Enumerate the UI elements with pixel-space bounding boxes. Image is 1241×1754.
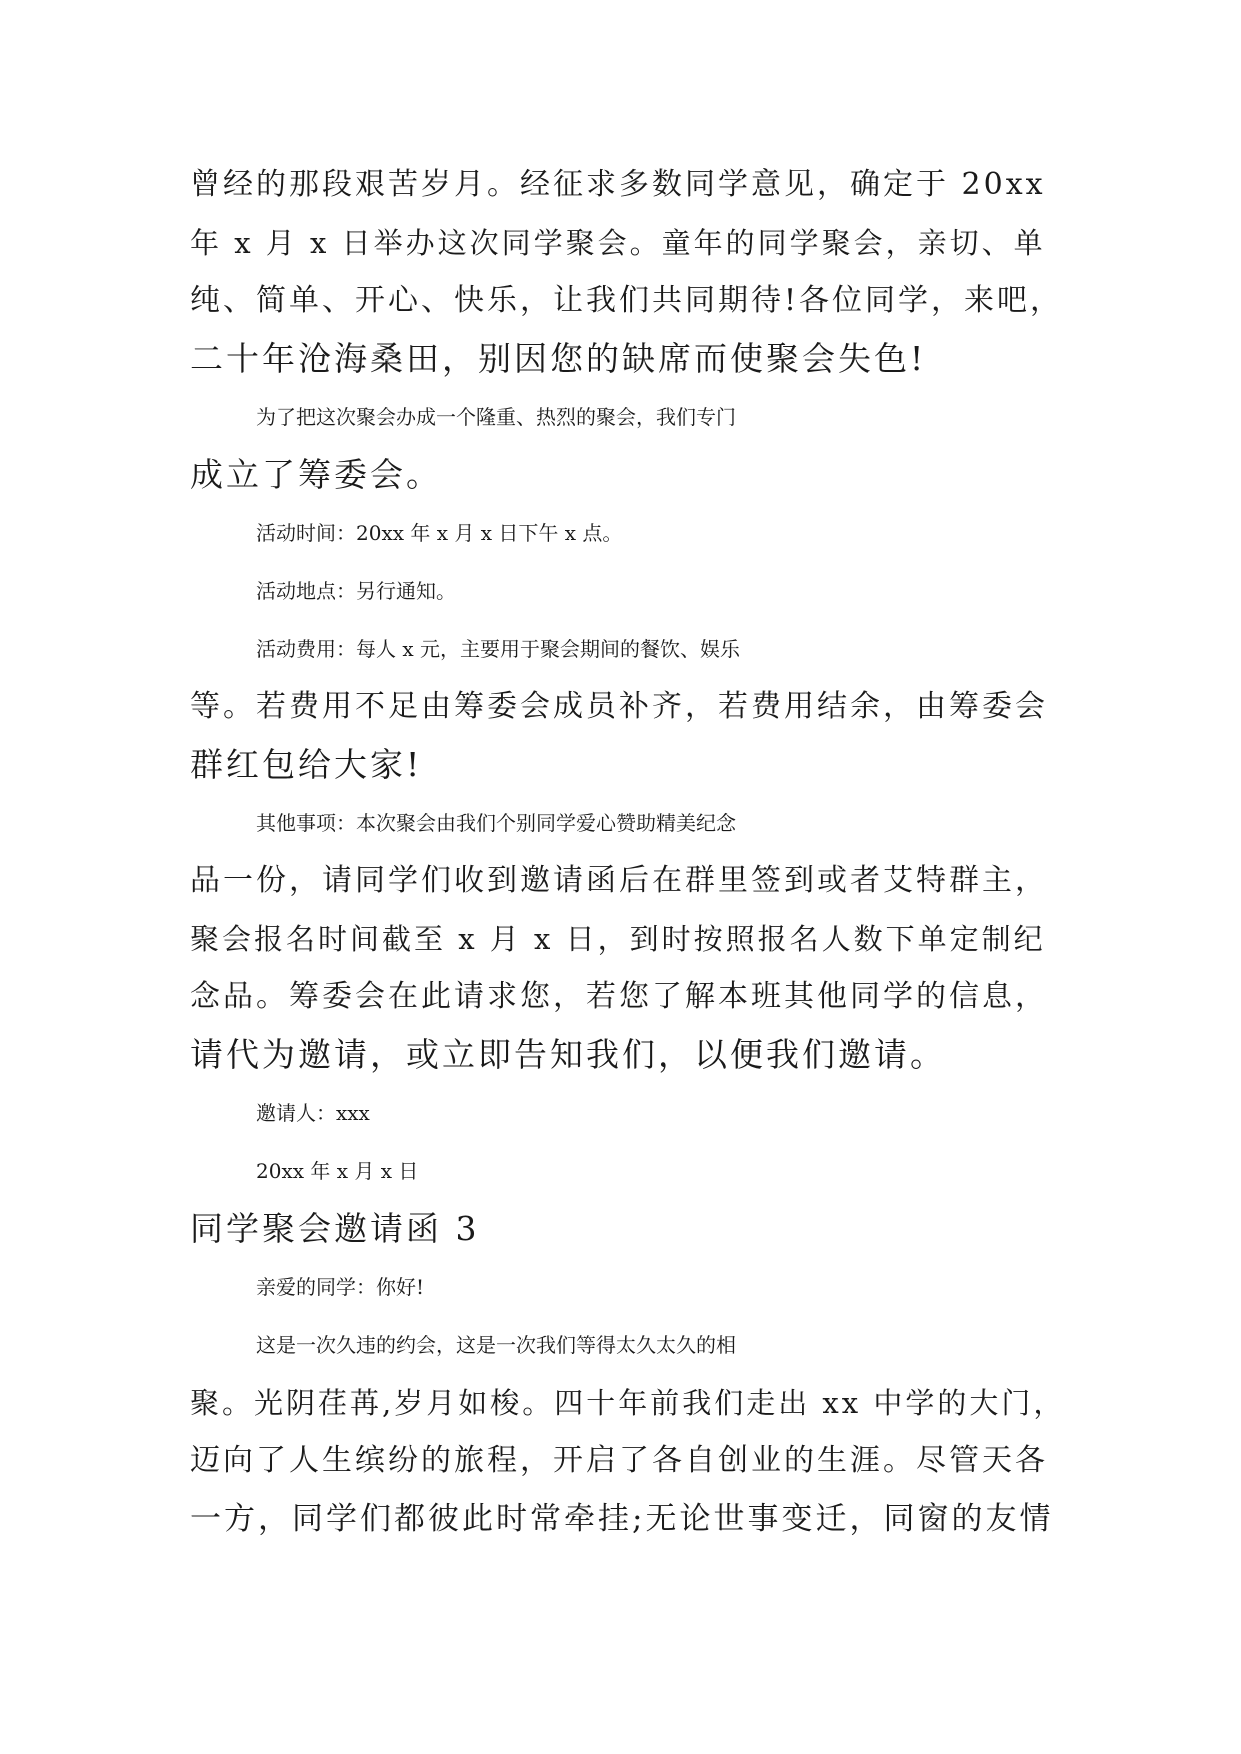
text-line: 这是一次久违的约会，这是一次我们等得太久太久的相	[256, 1333, 736, 1357]
text-line: 亲爱的同学：你好!	[256, 1275, 425, 1299]
text-line: 等。若费用不足由筹委会成员补齐，若费用结余，由筹委会	[190, 689, 1048, 724]
text-line: 纯、简单、开心、快乐，让我们共同期待!各位同学，来吧，	[190, 283, 1064, 318]
text-line: 群红包给大家!	[190, 745, 423, 784]
text-line: 品一份，请同学们收到邀请函后在群里签到或者艾特群主，	[190, 863, 1048, 898]
text-line: 活动时间：20xx 年 x 月 x 日下午 x 点。	[256, 521, 623, 545]
text-line: 迈向了人生缤纷的旅程，开启了各自创业的生涯。尽管天各	[190, 1443, 1048, 1478]
text-line: 20xx 年 x 月 x 日	[256, 1159, 419, 1183]
text-line: 邀请人：xxx	[256, 1101, 370, 1125]
text-line: 聚会报名时间截至 x 月 x 日，到时按照报名人数下单定制纪	[190, 922, 1046, 956]
text-line: 二十年沧海桑田，别因您的缺席而使聚会失色!	[190, 339, 927, 378]
text-line: 活动地点：另行通知。	[256, 579, 456, 603]
text-line: 曾经的那段艰苦岁月。经征求多数同学意见，确定于 20xx	[190, 167, 1046, 202]
text-line: 为了把这次聚会办成一个隆重、热烈的聚会，我们专门	[256, 405, 736, 429]
text-line: 活动费用：每人 x 元，主要用于聚会期间的餐饮、娱乐	[256, 637, 740, 661]
text-line: 其他事项：本次聚会由我们个别同学爱心赞助精美纪念	[256, 811, 736, 835]
text-line: 成立了筹委会。	[190, 455, 442, 494]
text-line: 一方，同学们都彼此时常牵挂;无论世事变迁，同窗的友情	[190, 1501, 1054, 1537]
text-line: 念品。筹委会在此请求您，若您了解本班其他同学的信息，	[190, 979, 1048, 1014]
text-line: 年 x 月 x 日举办这次同学聚会。童年的同学聚会，亲切、单	[190, 226, 1046, 260]
text-line: 聚。光阴荏苒,岁月如梭。四十年前我们走出 xx 中学的大门，	[190, 1386, 1066, 1420]
text-line: 请代为邀请，或立即告知我们，以便我们邀请。	[190, 1035, 946, 1074]
section-heading: 同学聚会邀请函 3	[190, 1209, 480, 1248]
